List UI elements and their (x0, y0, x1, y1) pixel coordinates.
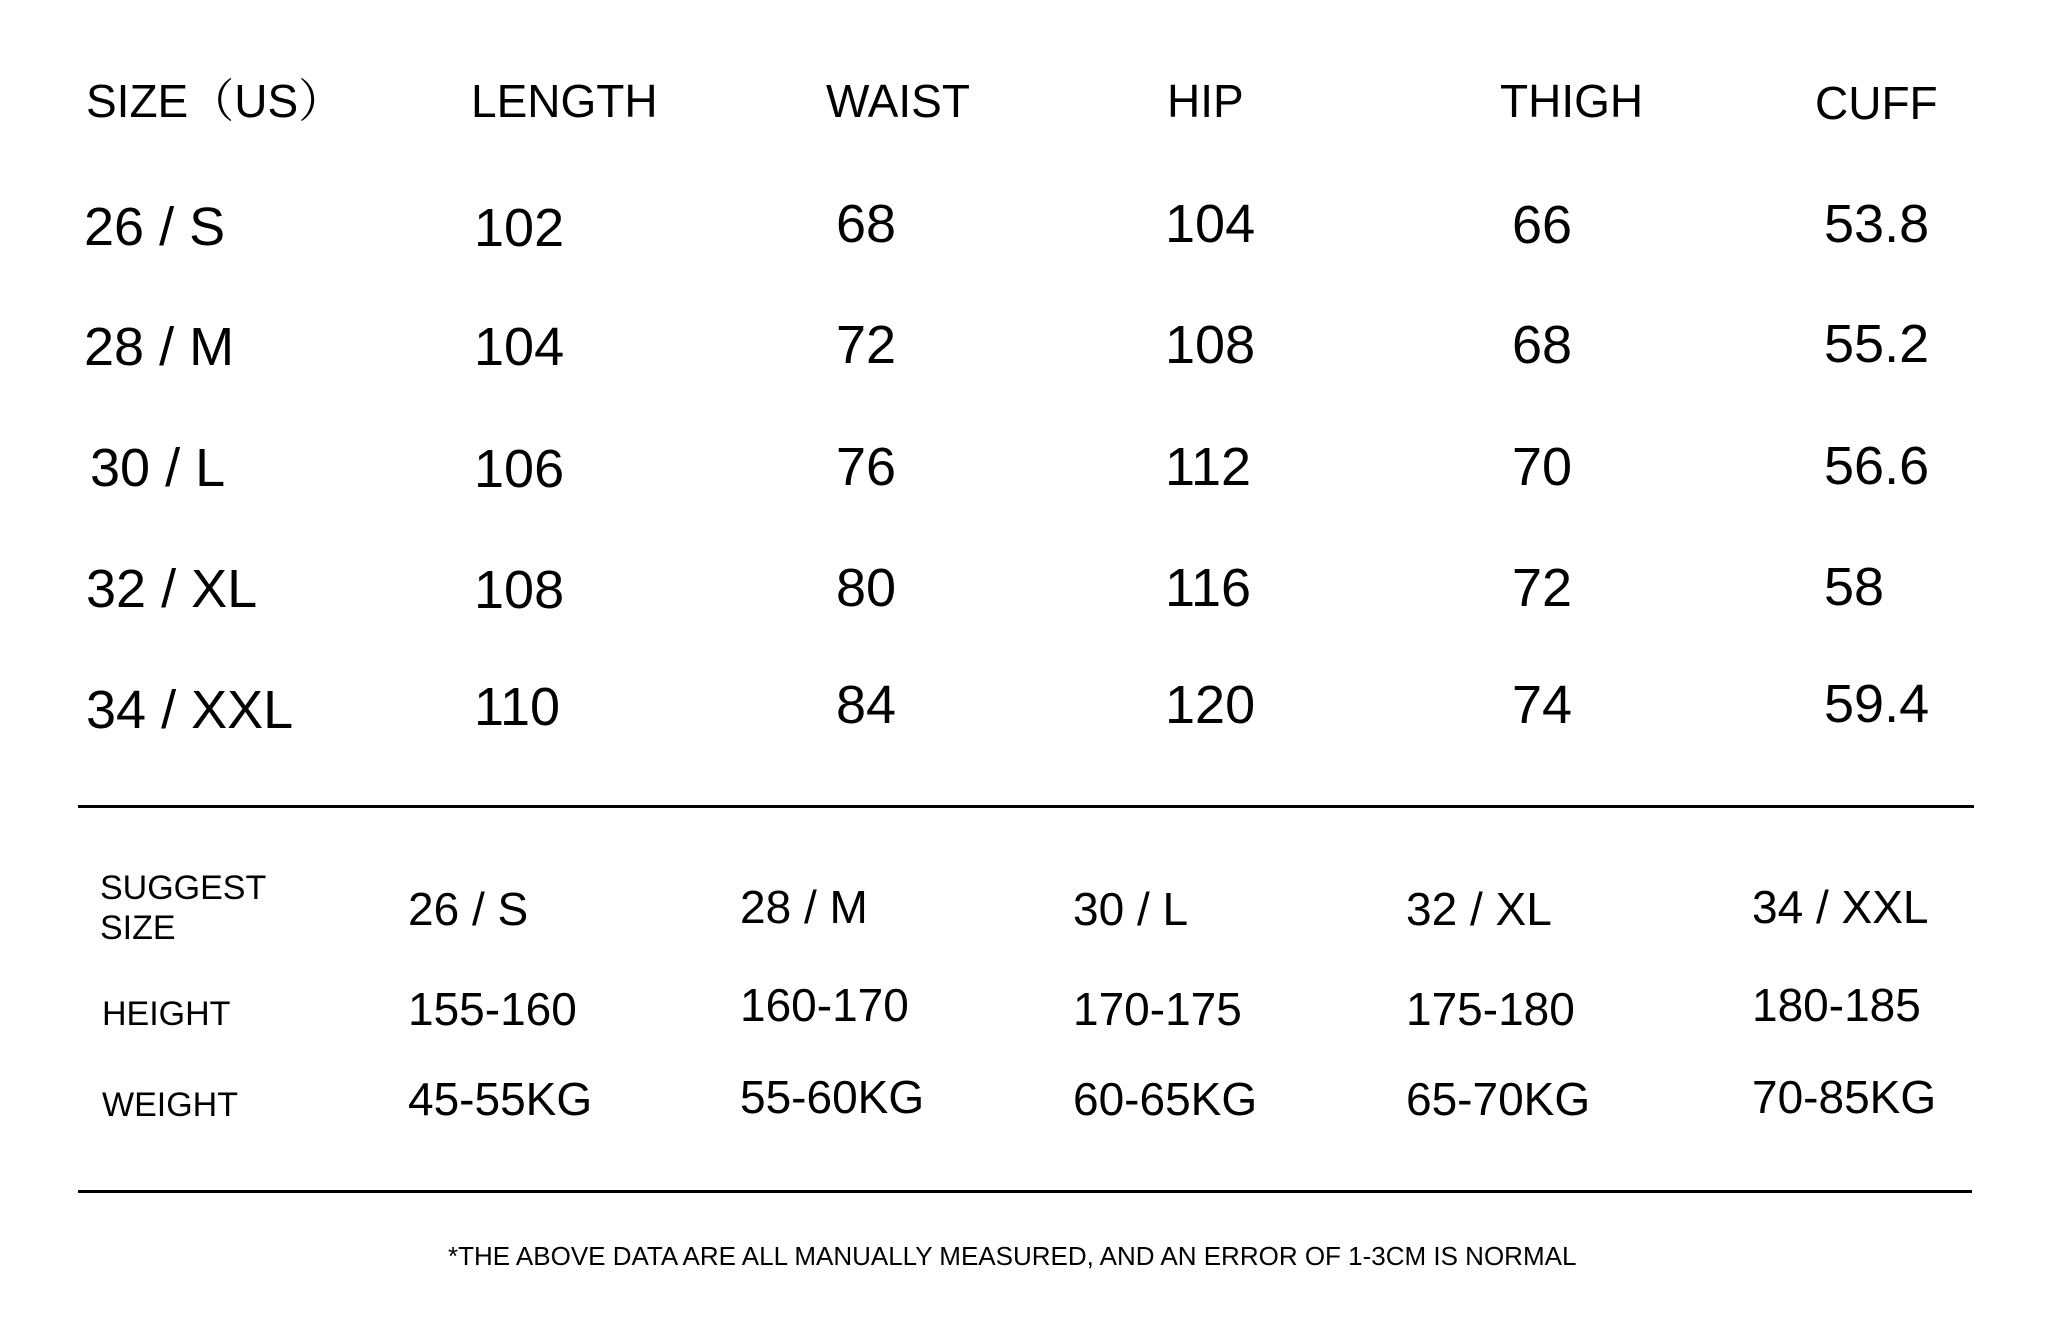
cell-hip: 116 (1165, 558, 1252, 618)
weight-value: 70-85KG (1752, 1071, 1937, 1123)
cell-thigh: 72 (1512, 558, 1573, 618)
suggest-size-value: 34 / XXL (1752, 881, 1929, 933)
cell-length: 102 (474, 198, 565, 258)
footnote: *THE ABOVE DATA ARE ALL MANUALLY MEASURED, AND AN ERROR OF 1-3CM IS NORMAL (448, 1241, 1577, 1271)
cell-hip: 108 (1165, 315, 1256, 375)
cell-waist: 68 (836, 194, 897, 254)
weight-value: 55-60KG (740, 1071, 925, 1123)
label-suggest-line1: SUGGEST (100, 869, 267, 907)
divider-bottom (78, 1190, 1972, 1193)
weight-value: 45-55KG (408, 1073, 593, 1125)
cell-length: 104 (474, 317, 565, 377)
suggest-size-value: 32 / XL (1406, 883, 1552, 935)
cell-size: 28 / M (84, 317, 235, 377)
cell-length: 110 (474, 677, 561, 737)
header-size-us: SIZE（US） (86, 75, 345, 127)
label-height: HEIGHT (102, 995, 231, 1033)
cell-size: 26 / S (84, 197, 226, 257)
cell-size: 32 / XL (86, 559, 258, 619)
height-value: 175-180 (1406, 983, 1575, 1035)
cell-cuff: 58 (1824, 557, 1885, 617)
cell-thigh: 70 (1512, 437, 1573, 497)
height-value: 155-160 (408, 983, 577, 1035)
header-waist: WAIST (826, 75, 970, 127)
cell-thigh: 68 (1512, 315, 1573, 375)
cell-cuff: 56.6 (1824, 436, 1930, 496)
cell-length: 108 (474, 560, 565, 620)
cell-waist: 84 (836, 675, 897, 735)
cell-hip: 120 (1165, 675, 1256, 735)
cell-length: 106 (474, 439, 565, 499)
cell-hip: 104 (1165, 194, 1256, 254)
label-weight: WEIGHT (102, 1086, 238, 1124)
cell-cuff: 59.4 (1824, 674, 1930, 734)
height-value: 170-175 (1073, 983, 1242, 1035)
suggest-size-value: 28 / M (740, 881, 868, 933)
header-thigh: THIGH (1500, 75, 1644, 127)
cell-thigh: 66 (1512, 195, 1573, 255)
cell-size: 30 / L (90, 438, 226, 498)
cell-thigh: 74 (1512, 675, 1573, 735)
cell-hip: 112 (1165, 437, 1252, 497)
suggest-size-value: 30 / L (1073, 883, 1189, 935)
cell-cuff: 55.2 (1824, 314, 1930, 374)
cell-waist: 80 (836, 558, 897, 618)
weight-value: 65-70KG (1406, 1073, 1591, 1125)
header-hip: HIP (1167, 75, 1244, 127)
cell-cuff: 53.8 (1824, 194, 1930, 254)
suggest-size-value: 26 / S (408, 883, 529, 935)
cell-size: 34 / XXL (86, 680, 294, 740)
divider-top (78, 805, 1974, 808)
label-suggest-line2: SIZE (100, 909, 176, 948)
height-value: 180-185 (1752, 979, 1921, 1031)
header-cuff: CUFF (1815, 77, 1938, 129)
cell-waist: 76 (836, 437, 897, 497)
height-value: 160-170 (740, 979, 909, 1031)
header-length: LENGTH (471, 75, 658, 127)
weight-value: 60-65KG (1073, 1073, 1258, 1125)
label-suggest-size (100, 868, 266, 948)
cell-waist: 72 (836, 315, 897, 375)
